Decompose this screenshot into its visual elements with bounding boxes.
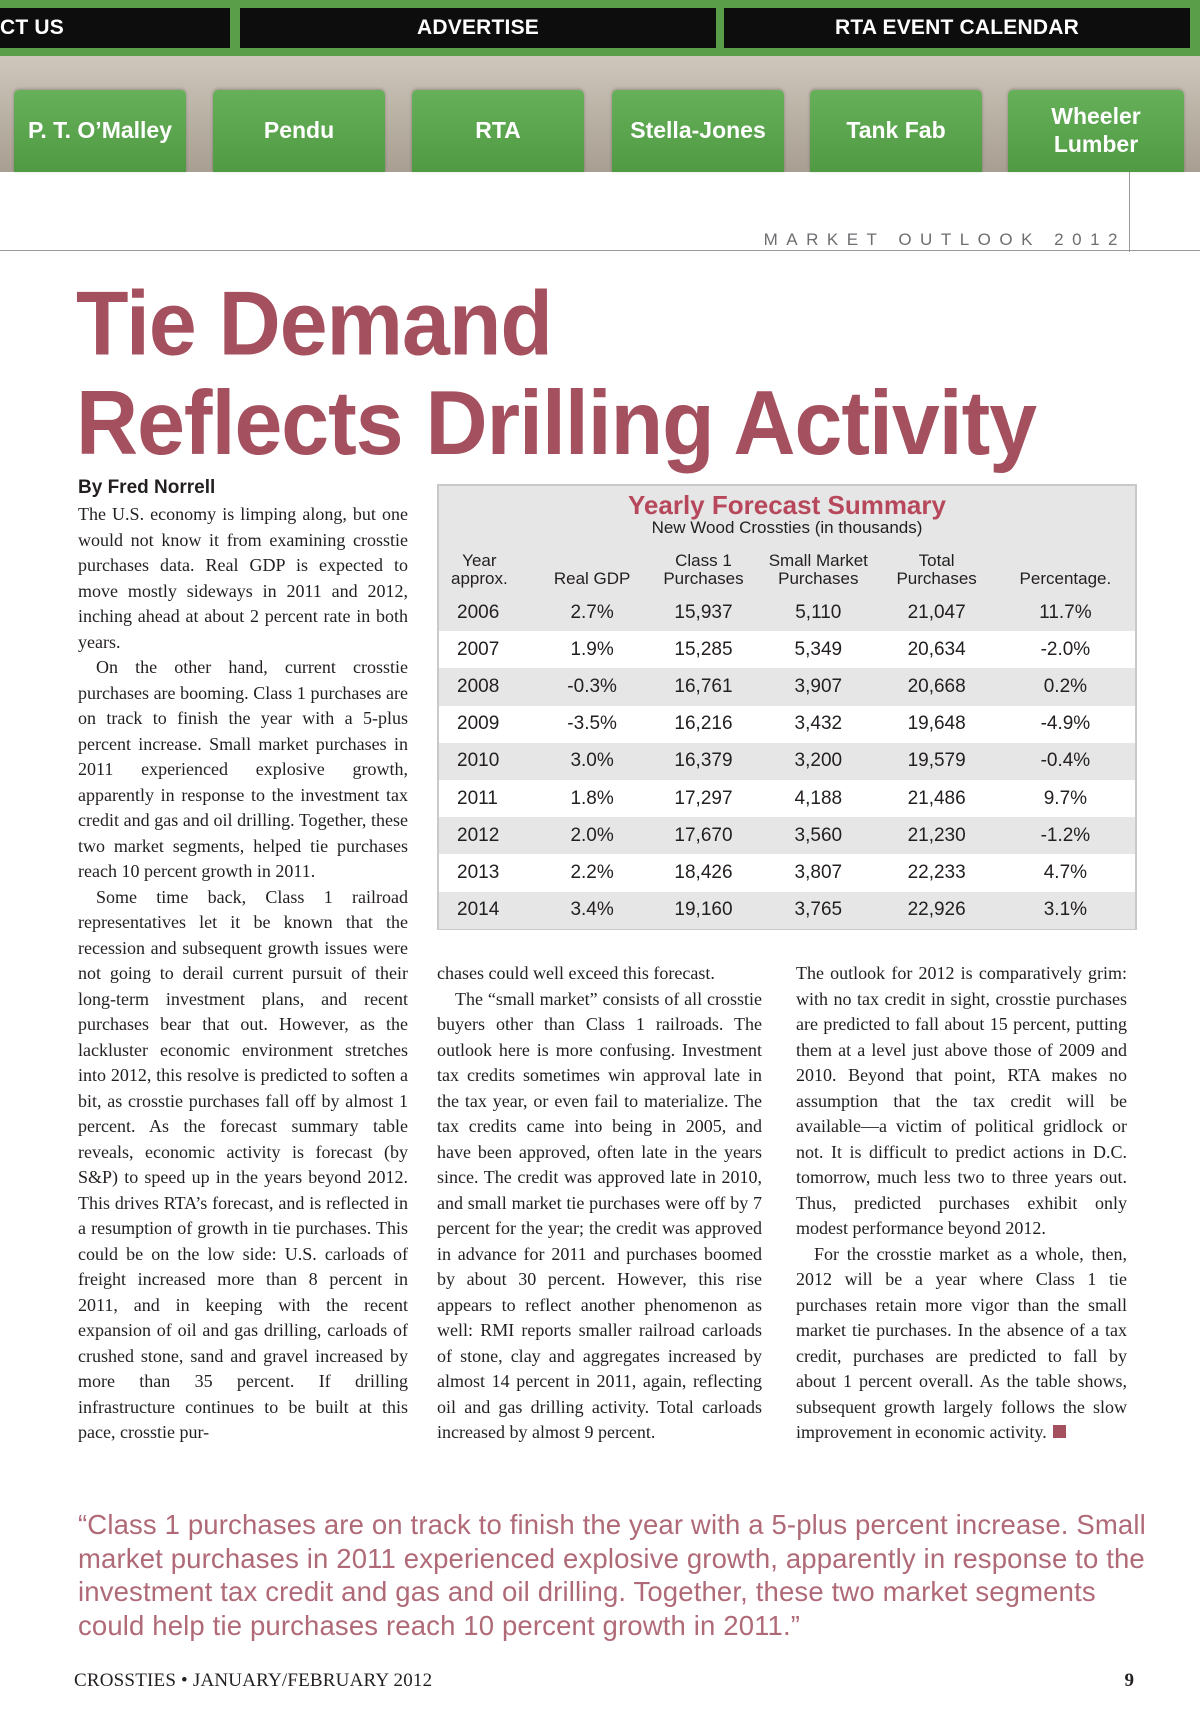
table-cell: 19,160 [648, 892, 759, 929]
table-header-row [439, 546, 1135, 590]
nav-advertise[interactable] [240, 8, 716, 48]
headline-line-2: Reflects Drilling Activity [76, 372, 1037, 475]
table-cell: 21,047 [877, 594, 995, 631]
paragraph-text: For the crosstie market as a whole, then, 2012 will be a year where Class 1 tie purchases retain more vigor than the small market tie purchases. In the absence of a tax credit, purchases are predicted to fall by about 1 percent overall. As the table shows, subsequent growth largely follows the slow improvement in economic activity. [796, 1243, 1127, 1442]
table-cell: 18,426 [648, 854, 759, 891]
column-header [439, 546, 536, 590]
table-cell: -0.4% [996, 743, 1135, 780]
table-cell: 15,285 [648, 631, 759, 668]
sponsor-tabs [0, 56, 1200, 172]
table-row [439, 854, 1135, 891]
table-cell: 4.7% [996, 854, 1135, 891]
nav-contact-us[interactable] [0, 8, 230, 48]
table-row [439, 668, 1135, 705]
header-line: Class 1 Purchases [663, 551, 744, 588]
table-cell: 21,230 [877, 817, 995, 854]
table-cell: 3,907 [759, 668, 877, 705]
paragraph: chases could well exceed this forecast. [437, 963, 715, 983]
table-cell: 2010 [439, 743, 536, 780]
table-cell: 2007 [439, 631, 536, 668]
sponsor-tab-label: Pendu [263, 117, 335, 144]
page-number: 9 [1124, 1670, 1134, 1691]
nav-event-calendar[interactable] [724, 8, 1190, 48]
sponsor-tab-label: Tank Fab [846, 117, 946, 144]
table-cell: 19,648 [877, 706, 995, 743]
paragraph: On the other hand, current crosstie purchases are booming. Class 1 purchases are on track to finish the year with a 5-plus percent increase. Small market purchases in 2011 experienced explosive growth, apparently in response to the investment tax credit and gas and oil drilling. Together, these two market segments, helped tie purchases reach 10 percent growth in 2011. [78, 657, 408, 881]
nav-contact-us-label: CT US [0, 16, 64, 39]
sponsor-tab-label: Stella-Jones [630, 117, 766, 144]
sponsor-tab-label: P. T. O’Malley [27, 117, 173, 144]
pull-quote: “Class 1 purchases are on track to finish the year with a 5-plus percent increase. Small market purchases in 2011 experienced explosive growth, apparently in response to the investment tax credit and gas and oil drilling. Together, these two market segments could help tie purchases reach 10 percent growth in 2011.” [78, 1509, 1146, 1641]
table-cell: 16,379 [648, 743, 759, 780]
sponsor-tab-pt-omalley[interactable] [14, 90, 186, 172]
header-line: Percentage. [1019, 569, 1112, 588]
column-header [536, 546, 647, 590]
table-cell: -0.3% [536, 668, 647, 705]
table-row [439, 706, 1135, 743]
table-row [439, 631, 1135, 668]
header-divider-vertical [1129, 172, 1130, 252]
table-cell: 3.4% [536, 892, 647, 929]
headline [76, 274, 1036, 473]
header-divider [0, 250, 1200, 251]
table-cell: 22,233 [877, 854, 995, 891]
sponsor-tab-rta[interactable] [412, 90, 584, 172]
table-cell: 3.0% [536, 743, 647, 780]
table-cell: -4.9% [996, 706, 1135, 743]
header-line: Small Market Purchases [768, 551, 868, 588]
paragraph: The “small market” consists of all crosstie buyers other than Class 1 railroads. The outlook here is more confusing. Investment tax credits sometimes win approval late in the tax year, or even fail to materialize. The tax credits came into being in 2005, and have been approved, often late in the years since. The credit was approved late in 2010, and small market tie purchases were off by 7 percent for the year; the credit was approved in advance for 2011 and purchases boomed by about 30 percent. However, this rise appears to reflect another phenomenon as well: RMI reports smaller railroad carloads of stone, clay and aggregates increased by almost 14 percent in 2011, again, reflecting oil and gas drilling activity. Total carloads increased by almost 9 percent. [437, 988, 762, 1442]
table-body [439, 594, 1135, 929]
table-cell: 16,761 [648, 668, 759, 705]
header-year [451, 552, 508, 588]
table-cell: 0.2% [996, 668, 1135, 705]
header-line: Year approx. [451, 551, 508, 588]
article-column-3 [796, 961, 1127, 1446]
end-mark-icon [1053, 1425, 1066, 1438]
sponsor-tab-label: Wheeler Lumber [1051, 103, 1141, 157]
table-cell: 5,110 [759, 594, 877, 631]
table-cell: 1.9% [536, 631, 647, 668]
paragraph [796, 1242, 1127, 1446]
table-cell: 17,297 [648, 780, 759, 817]
table-cell: 16,216 [648, 706, 759, 743]
table-row [439, 743, 1135, 780]
table-cell: 2.7% [536, 594, 647, 631]
table-cell: 20,634 [877, 631, 995, 668]
table-cell: 2006 [439, 594, 536, 631]
table-cell: -1.2% [996, 817, 1135, 854]
nav-event-calendar-label: RTA EVENT CALENDAR [835, 16, 1079, 39]
sponsor-tab-tank-fab[interactable] [810, 90, 982, 172]
table-row [439, 817, 1135, 854]
table-subtitle: New Wood Crossties (in thousands) [651, 518, 923, 537]
section-label: MARKET OUTLOOK 2012 [763, 230, 1126, 249]
table-cell: 2011 [439, 780, 536, 817]
table-cell: 2.0% [536, 817, 647, 854]
table-cell: 2014 [439, 892, 536, 929]
column-header [996, 546, 1135, 590]
table-cell: 15,937 [648, 594, 759, 631]
table-cell: 22,926 [877, 892, 995, 929]
footer-publication: CROSSTIES • JANUARY/FEBRUARY 2012 [74, 1670, 433, 1691]
table-cell: 17,670 [648, 817, 759, 854]
nav-advertise-label: ADVERTISE [417, 16, 539, 39]
table-cell: 3,807 [759, 854, 877, 891]
header-line: Real GDP [553, 569, 631, 588]
paragraph: The outlook for 2012 is comparatively grim: with no tax credit in sight, crosstie purchases are predicted to fall about 15 percent, putting them at a level just above those of 2009 and 2010. Beyond that point, RTA makes no assumption that the tax credit will be available—a victim of political gridlock or not. It is difficult to predict actions in D.C. tomorrow, much less two to three years out. Thus, predicted purchases exhibit only modest performance beyond 2012. [796, 963, 1127, 1238]
top-nav [0, 0, 1200, 56]
table-cell: 19,579 [877, 743, 995, 780]
column-header [759, 546, 877, 590]
table-cell: 5,349 [759, 631, 877, 668]
sponsor-tab-pendu[interactable] [213, 90, 385, 172]
table-cell: 2009 [439, 706, 536, 743]
sponsor-tab-label: RTA [475, 117, 521, 144]
headline-line-1: Tie Demand [76, 272, 552, 375]
forecast-table [437, 484, 1137, 930]
byline: By Fred Norrell [78, 477, 216, 498]
table-cell: 3,432 [759, 706, 877, 743]
table-cell: 20,668 [877, 668, 995, 705]
header-line: Total Purchases [896, 551, 977, 588]
article-column-1 [78, 502, 408, 1446]
table-cell: 3,200 [759, 743, 877, 780]
table-cell: 3,765 [759, 892, 877, 929]
table-cell: 2013 [439, 854, 536, 891]
table-cell: 2008 [439, 668, 536, 705]
column-header [648, 546, 759, 590]
table-cell: 2012 [439, 817, 536, 854]
forecast-data-table [439, 546, 1135, 929]
table-row [439, 780, 1135, 817]
table-title: Yearly Forecast Summary [628, 490, 946, 520]
table-cell: 11.7% [996, 594, 1135, 631]
table-cell: 21,486 [877, 780, 995, 817]
column-header [877, 546, 995, 590]
sponsor-tab-stella-jones[interactable] [612, 90, 784, 172]
table-row [439, 892, 1135, 929]
table-cell: 2.2% [536, 854, 647, 891]
table-cell: -3.5% [536, 706, 647, 743]
table-cell: -2.0% [996, 631, 1135, 668]
table-cell: 3.1% [996, 892, 1135, 929]
article-column-2 [437, 961, 762, 1446]
table-cell: 4,188 [759, 780, 877, 817]
paragraph: Some time back, Class 1 railroad representatives let it be known that the recession and subsequent growth issues were not going to derail current pursuit of their long-term investment plans, and recent purchases bear that out. However, as the lackluster economic environment stretches into 2012, this resolve is predicted to soften a bit, as crosstie purchases fall off by almost 1 percent. As the forecast summary table reveals, economic activity is forecast (by S&P) to speed up in the years beyond 2012. This drives RTA’s forecast, and is reflected in a resumption of growth in tie purchases. This could be on the low side: U.S. carloads of freight increased more than 8 percent in 2011, and in keeping with the recent expansion of oil and gas drilling, carloads of crushed stone, sand and gravel increased by more than 35 percent. If drilling infrastructure continues to be built at this pace, crosstie pur- [78, 886, 408, 1442]
table-cell: 3,560 [759, 817, 877, 854]
table-row [439, 594, 1135, 631]
table-cell: 9.7% [996, 780, 1135, 817]
table-cell: 1.8% [536, 780, 647, 817]
paragraph: The U.S. economy is limping along, but one would not know it from examining crosstie purchases data. Real GDP is expected to move mostly sideways in 2011 and 2012, inching ahead at about 2 percent rate in both years. [78, 504, 408, 652]
sponsor-tab-wheeler-lumber[interactable] [1008, 90, 1184, 172]
